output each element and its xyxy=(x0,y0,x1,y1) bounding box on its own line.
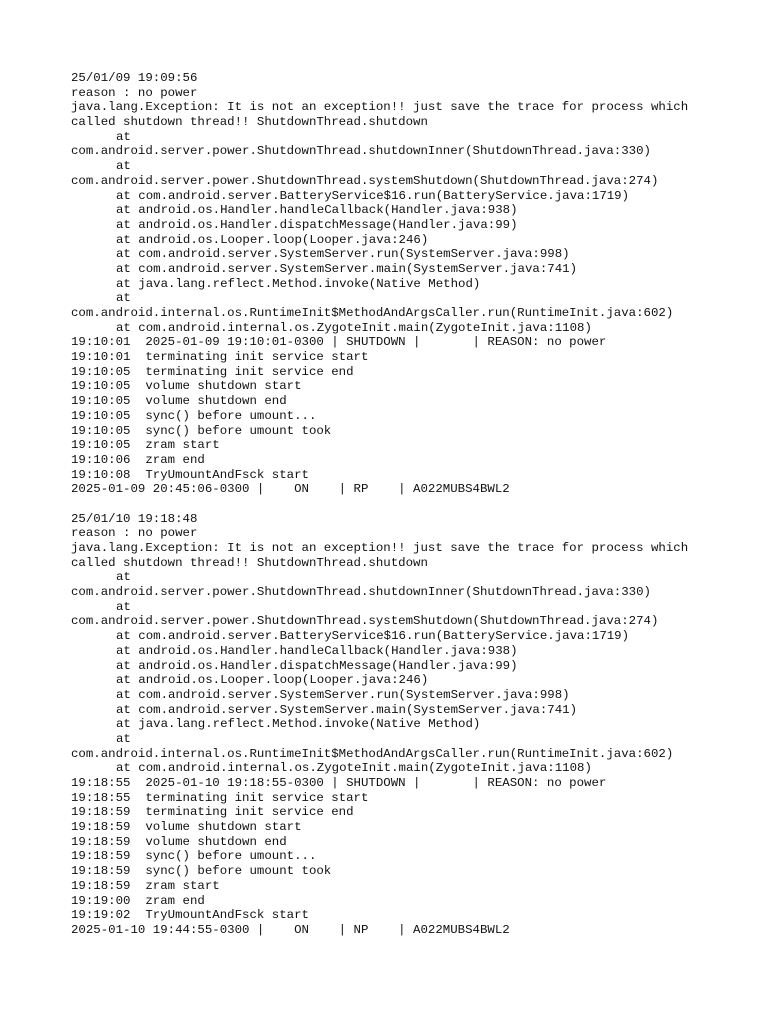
log-entry xyxy=(71,512,761,938)
event-line: 19:19:00 zram end xyxy=(71,893,205,908)
entry-reason: reason : no power xyxy=(71,526,198,541)
event-line: 19:10:05 sync() before umount... xyxy=(71,408,317,423)
trace-line: com.android.server.power.ShutdownThread.systemShutdown(ShutdownThread.java:274) xyxy=(71,173,659,188)
event-line: 19:18:55 2025-01-10 19:18:55-0300 | SHUTDOWN | | REASON: no power xyxy=(71,776,607,790)
event-line: 19:10:05 volume shutdown end xyxy=(71,394,287,409)
trace-line: com.android.server.power.ShutdownThread.shutdownInner(ShutdownThread.java:330) xyxy=(71,144,651,159)
entry-reason: reason : no power xyxy=(71,85,198,100)
event-line: 19:10:06 zram end xyxy=(71,452,205,467)
event-line: 19:18:55 terminating init service start xyxy=(71,790,369,805)
entry-date: 25/01/09 19:09:56 xyxy=(71,71,198,85)
event-line: 19:19:02 TryUmountAndFsck start xyxy=(71,908,309,923)
stack-frame: at com.android.internal.os.ZygoteInit.main(ZygoteInit.java:1108) xyxy=(116,761,592,776)
event-line: 19:10:08 TryUmountAndFsck start xyxy=(71,467,309,482)
event-line: 19:10:05 zram start xyxy=(71,438,220,453)
trace-line: com.android.server.power.ShutdownThread.systemShutdown(ShutdownThread.java:274) xyxy=(71,614,659,629)
event-line: 19:10:01 terminating init service start xyxy=(71,350,369,365)
stack-frame: at android.os.Handler.dispatchMessage(Handler.java:99) xyxy=(116,217,518,232)
event-line: 19:10:05 volume shutdown start xyxy=(71,379,302,394)
log-document xyxy=(71,71,761,938)
trace-at: at xyxy=(116,599,131,614)
trace-line: com.android.internal.os.RuntimeInit$MethodAndArgsCaller.run(RuntimeInit.java:602) xyxy=(71,746,674,761)
event-line: 19:18:59 sync() before umount took xyxy=(71,864,332,879)
event-line: 19:18:59 volume shutdown start xyxy=(71,820,302,835)
log-entry xyxy=(71,71,761,497)
stack-frame: at android.os.Handler.dispatchMessage(Handler.java:99) xyxy=(116,658,518,673)
trace-line: com.android.internal.os.RuntimeInit$MethodAndArgsCaller.run(RuntimeInit.java:602) xyxy=(71,306,674,320)
stack-frame: at com.android.internal.os.ZygoteInit.main(ZygoteInit.java:1108) xyxy=(116,320,592,335)
status-line: 2025-01-10 19:44:55-0300 | ON | NP | A022MUBS4BWL2 xyxy=(71,922,510,937)
stack-frame: at java.lang.reflect.Method.invoke(Native Method) xyxy=(116,717,481,732)
trace-at: at xyxy=(116,570,131,585)
stack-frame: at com.android.server.SystemServer.run(SystemServer.java:998) xyxy=(116,687,570,702)
event-line: 19:18:59 sync() before umount... xyxy=(71,849,317,864)
event-line: 19:10:01 2025-01-09 19:10:01-0300 | SHUTDOWN | | REASON: no power xyxy=(71,335,607,350)
stack-frame: at com.android.server.SystemServer.main(SystemServer.java:741) xyxy=(116,261,578,276)
entry-date: 25/01/10 19:18:48 xyxy=(71,511,198,526)
stack-frame: at com.android.server.BatteryService$16.run(BatteryService.java:1719) xyxy=(116,188,630,203)
exception-line: java.lang.Exception: It is not an exception!! just save the trace for process which xyxy=(71,100,689,115)
stack-frame: at com.android.server.SystemServer.run(SystemServer.java:998) xyxy=(116,247,570,262)
exception-line: java.lang.Exception: It is not an exception!! just save the trace for process which xyxy=(71,541,689,555)
trace-at: at xyxy=(116,731,131,746)
stack-frame: at com.android.server.SystemServer.main(SystemServer.java:741) xyxy=(116,702,578,717)
stack-frame: at java.lang.reflect.Method.invoke(Native Method) xyxy=(116,276,481,291)
status-line: 2025-01-09 20:45:06-0300 | ON | RP | A022MUBS4BWL2 xyxy=(71,482,510,497)
trace-at: at xyxy=(116,159,131,174)
event-line: 19:10:05 terminating init service end xyxy=(71,364,354,379)
event-line: 19:18:59 volume shutdown end xyxy=(71,834,287,849)
event-line: 19:18:59 terminating init service end xyxy=(71,805,354,820)
trace-at: at xyxy=(116,291,131,306)
stack-frame: at android.os.Looper.loop(Looper.java:246) xyxy=(116,673,429,688)
stack-frame: at android.os.Looper.loop(Looper.java:246) xyxy=(116,232,429,247)
trace-at: at xyxy=(116,129,131,144)
stack-frame: at android.os.Handler.handleCallback(Handler.java:938) xyxy=(116,643,518,658)
stack-frame: at com.android.server.BatteryService$16.run(BatteryService.java:1719) xyxy=(116,629,630,644)
exception-continuation: called shutdown thread!! ShutdownThread.shutdown xyxy=(71,115,428,130)
exception-continuation: called shutdown thread!! ShutdownThread.shutdown xyxy=(71,555,428,570)
stack-frame: at android.os.Handler.handleCallback(Handler.java:938) xyxy=(116,203,518,218)
event-line: 19:10:05 sync() before umount took xyxy=(71,423,332,438)
trace-line: com.android.server.power.ShutdownThread.shutdownInner(ShutdownThread.java:330) xyxy=(71,585,651,600)
event-line: 19:18:59 zram start xyxy=(71,878,220,893)
